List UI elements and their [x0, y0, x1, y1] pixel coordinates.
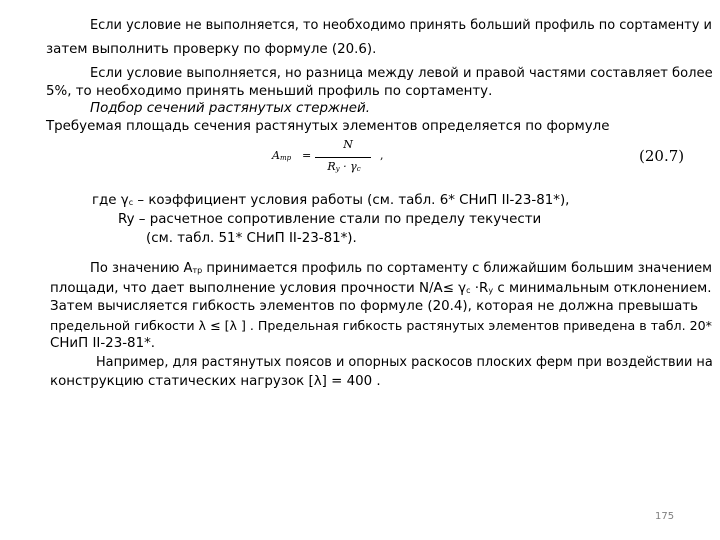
paragraph-5-line-2: конструкцию статических нагрузок [λ] = 400 . [50, 374, 381, 389]
paragraph-4-line-5: СНиП II-23-81*. [50, 336, 156, 351]
where-gamma-line: где γc – коэффициент условия работы (см. табл. 6* СНиП II-23-81*), [92, 193, 570, 208]
formula-denominator: Ry · γc [327, 160, 361, 173]
formula-comma: , [380, 149, 384, 162]
formula-equals: = [302, 149, 312, 162]
paragraph-4-line-4: предельной гибкости λ ≤ [λ ] . Предельная гибкость растянутых элементов приведена в табл. 20* [50, 318, 712, 333]
ry-reference-line: (см. табл. 51* СНиП II-23-81*). [146, 231, 357, 246]
paragraph-3: Требуемая площадь сечения растянутых элементов определяется по формуле [46, 119, 610, 134]
fraction-bar [315, 157, 371, 158]
paragraph-2-line-1: Если условие выполняется, но разница между левой и правой частями составляет более [90, 66, 713, 81]
section-heading: Подбор сечений растянутых стержней. [90, 101, 370, 116]
paragraph-4-line-1: По значению Атр принимается профиль по сортаменту с ближайшим большим значением [90, 261, 713, 276]
paragraph-2-line-2: 5%, то необходимо принять меньший профиль по сортаменту. [46, 84, 493, 99]
formula-numerator: N [343, 138, 353, 151]
paragraph-1-line-2: затем выполнить проверку по формуле (20.6). [46, 42, 377, 57]
ry-definition-line: Ry – расчетное сопротивление стали по пределу текучести [118, 212, 542, 227]
paragraph-4-line-3: Затем вычисляется гибкость элементов по формуле (20.4), которая не должна превышать [50, 299, 699, 314]
page-number: 175 [655, 511, 675, 522]
paragraph-1-line-1: Если условие не выполняется, то необходимо принять больший профиль по сортаменту и [90, 18, 712, 33]
equation-number: (20.7) [639, 147, 685, 165]
paragraph-4-line-2: площади, что дает выполнение условия прочности N/A≤ γc ·Ry с минимальным отклонением. [50, 281, 712, 296]
formula-lhs: Aтр [272, 149, 292, 162]
paragraph-5-line-1: Например, для растянутых поясов и опорных раскосов плоских ферм при воздействии на [96, 355, 713, 370]
formula-20-7 [272, 138, 402, 178]
